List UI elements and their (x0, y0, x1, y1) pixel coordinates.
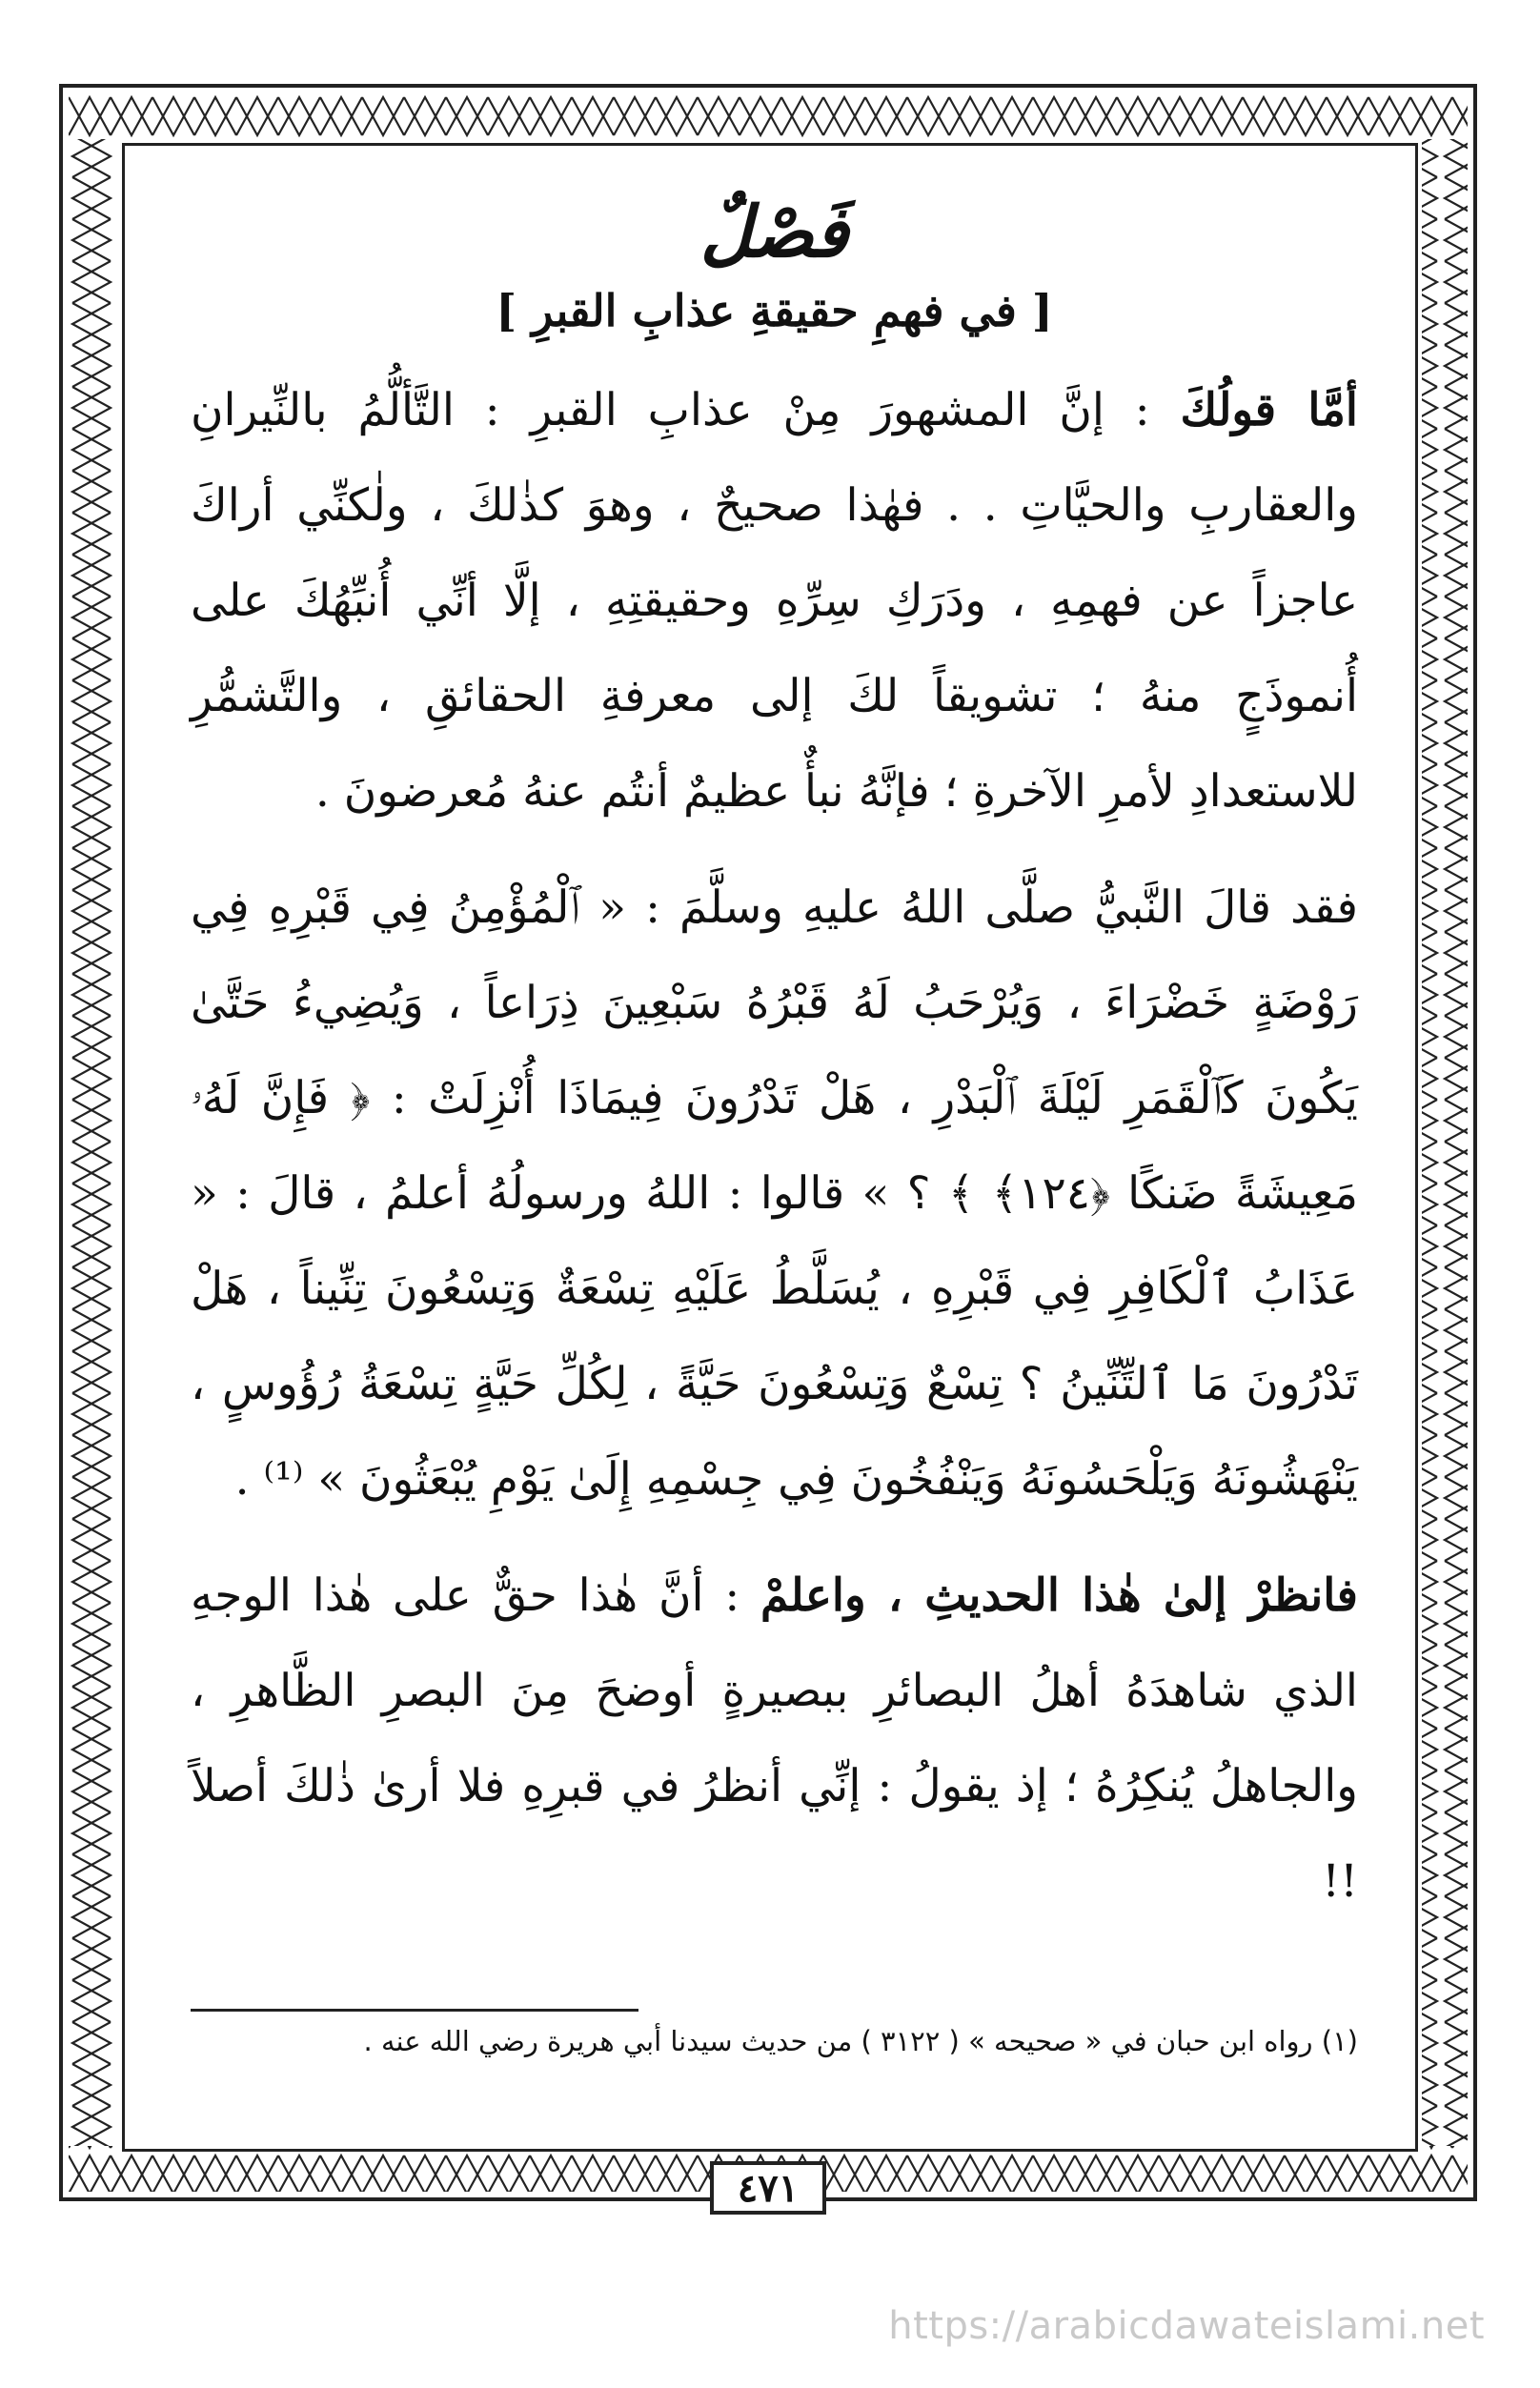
page-body (191, 172, 1358, 1951)
paragraph-text: : أنَّ هٰذا حقٌّ على هٰذا الوجهِ الذي شاهدَهُ أهلُ البصائرِ ببصيرةٍ أوضحَ مِنَ البصرِ الظَّاهرِ ، والجاهلُ يُنكِرُهُ ؛ إذ يقولُ : إنِّي أنظرُ في قبرِهِ فلا أرىٰ ذٰلكَ أصلاً !! (191, 1568, 1358, 1908)
paragraph-3 (191, 1548, 1358, 1930)
watermark-url: https://arabicdawateislami.net (888, 2304, 1485, 2348)
paragraph-text: : إنَّ المشهورَ مِنْ عذابِ القبرِ : التَّألُّمُ بالنِّيرانِ والعقاربِ والحيَّاتِ . . فهٰذا صحيحٌ ، وهوَ كذٰلكَ ، ولٰكنِّي أراكَ عاجزاً عن فهمِهِ ، ودَرَكِ سِرِّهِ وحقيقتِهِ ، إلَّا أنِّي أُنبِّهُكَ على أُنموذَجٍ منهُ ؛ تشويقاً لكَ إلى معرفةِ الحقائقِ ، والتَّشمُّرِ للاستعدادِ لأمرِ الآخرةِ ؛ فإنَّهُ نبأٌ عظيمٌ أنتُم عنهُ مُعرضونَ . (191, 383, 1358, 818)
paragraph-lead: أمَّا قولُكَ (1180, 383, 1358, 436)
page-number-text: ٤٧١ (737, 2165, 800, 2211)
section-subtitle: [ في فهمِ حقيقةِ عذابِ القبرِ ] (496, 284, 1053, 336)
page-number (710, 2161, 826, 2215)
chapter-title: فَصْلٌ (699, 192, 849, 273)
paragraph-2 (191, 860, 1358, 1528)
footnote-divider (191, 2009, 638, 2012)
footnote: (١) رواه ابن حبان في « صحيحه » ( ٣١٢٢ ) من حديث سيدنا أبي هريرة رضي الله عنه . (363, 2025, 1358, 2057)
paragraph-text: فقد قالَ النَّبيُّ صلَّى اللهُ عليهِ وسلَّمَ : « ٱلْمُؤْمِنُ فِي قَبْرِهِ فِي رَوْضَةٍ خَضْرَاءَ ، وَيُرْحَبُ لَهُ قَبْرُهُ سَبْعِينَ ذِرَاعاً ، وَيُضِيءُ حَتَّىٰ يَكُونَ كَٱلْقَمَرِ لَيْلَةَ ٱلْبَدْرِ ، هَلْ تَدْرُونَ فِيمَاذَا أُنْزِلَتْ : ﴿ فَإِنَّ لَهُۥ مَعِيشَةً ضَنكًا ﴿١٢٤﴾ ﴾ ؟ » قالوا : اللهُ ورسولُهُ أعلمُ ، قالَ : « عَذَابُ ٱلْكَافِرِ فِي قَبْرِهِ ، يُسَلَّطُ عَلَيْهِ تِسْعَةٌ وَتِسْعُونَ تِنِّيناً ، هَلْ تَدْرُونَ مَا ٱلتِّنِّينُ ؟ تِسْعٌ وَتِسْعُونَ حَيَّةً ، لِكُلِّ حَيَّةٍ تِسْعَةُ رُؤُوسٍ ، يَنْهَشُونَهُ وَيَلْحَسُونَهُ وَيَنْفُخُونَ فِي جِسْمِهِ إِلَىٰ يَوْمِ يُبْعَثُونَ » ⁽¹⁾ . (191, 880, 1359, 1506)
paragraph-1 (191, 363, 1358, 840)
paragraph-lead: فانظرْ إلىٰ هٰذا الحديثِ ، واعلمْ (760, 1568, 1358, 1622)
